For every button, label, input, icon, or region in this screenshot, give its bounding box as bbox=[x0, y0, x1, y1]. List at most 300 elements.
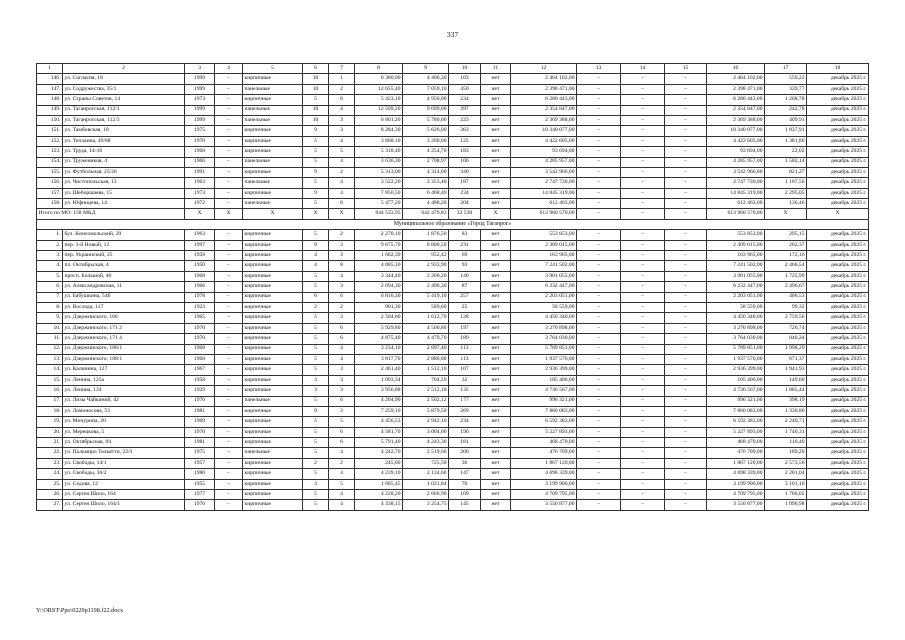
table-cell: кирпичные bbox=[243, 375, 303, 385]
table-cell: 468 470,00 bbox=[511, 438, 577, 448]
table-cell: 87 bbox=[449, 282, 481, 292]
table-cell: – bbox=[665, 323, 707, 333]
table-cell: – bbox=[621, 354, 665, 364]
table-cell: 204 bbox=[449, 199, 481, 209]
table-cell: ул. Страны Советов, 14 bbox=[63, 95, 185, 105]
table-cell: нет bbox=[481, 136, 511, 146]
table-cell: 406,53 bbox=[765, 292, 807, 302]
page-number: 337 bbox=[446, 30, 459, 39]
table-cell: 163 965,00 bbox=[511, 251, 577, 261]
table-cell: 5 bbox=[303, 354, 329, 364]
table-cell: – bbox=[621, 344, 665, 354]
column-number-cell: 6 bbox=[303, 64, 329, 74]
table-cell: ул. Содружества, 35/1 bbox=[63, 84, 185, 94]
table-cell: декабрь 2025 г. bbox=[807, 199, 869, 209]
table-cell: – bbox=[577, 344, 621, 354]
table-cell: – bbox=[621, 167, 665, 177]
table-cell: 2 694,30 bbox=[355, 282, 403, 292]
table-cell: 1 725,99 bbox=[765, 271, 807, 281]
table-cell: 3 542 966,00 bbox=[707, 167, 765, 177]
table-cell: 3 bbox=[329, 386, 355, 396]
table-cell: ул. Дзержинского, 186/1 bbox=[63, 344, 185, 354]
table-cell: нет bbox=[481, 147, 511, 157]
table-cell: 7 259,10 bbox=[355, 406, 403, 416]
table-cell: 27. bbox=[37, 500, 63, 510]
table-cell: кирпичные bbox=[243, 323, 303, 333]
table-cell: – bbox=[665, 406, 707, 416]
table-cell: 69 bbox=[449, 251, 481, 261]
table-cell: 6. bbox=[37, 282, 63, 292]
table-cell: 3 200,60 bbox=[403, 136, 449, 146]
table-cell: – bbox=[665, 458, 707, 468]
table-cell: 146 bbox=[449, 271, 481, 281]
table-cell: – bbox=[577, 282, 621, 292]
table-cell: ул. Дзержинского, 188/1 bbox=[63, 354, 185, 364]
table-cell: – bbox=[665, 479, 707, 489]
table-cell: – bbox=[621, 500, 665, 510]
table-cell: нет bbox=[481, 375, 511, 385]
table-cell: ул. Александровская, 11 bbox=[63, 282, 185, 292]
table-cell: – bbox=[665, 313, 707, 323]
table-cell: декабрь 2025 г. bbox=[807, 188, 869, 198]
table-cell: – bbox=[621, 427, 665, 437]
table-cell: 1 766,02 bbox=[765, 490, 807, 500]
table-cell: ул. Восхода, 117 bbox=[63, 302, 185, 312]
column-number-cell: 14 bbox=[621, 64, 665, 74]
table-cell: 2 936 399,00 bbox=[511, 365, 577, 375]
table-cell: 1966 bbox=[185, 282, 215, 292]
table-row bbox=[37, 427, 869, 437]
table-cell: 1 512,10 bbox=[403, 365, 449, 375]
table-cell: – bbox=[621, 479, 665, 489]
table-cell: ул. Шеборшаева, 15 bbox=[63, 188, 185, 198]
table-cell: 4 bbox=[329, 448, 355, 458]
table-cell: 5 bbox=[303, 448, 329, 458]
table-cell: 3 bbox=[329, 251, 355, 261]
table-cell: 150. bbox=[37, 115, 63, 125]
table-cell: ул. Согласия, 18 bbox=[63, 74, 185, 84]
table-cell: – bbox=[621, 115, 665, 125]
table-cell: 156. bbox=[37, 178, 63, 188]
table-cell: 3 270 898,00 bbox=[511, 323, 577, 333]
table-cell: ул. Октябрьская, 84 bbox=[63, 438, 185, 448]
table-cell: 6 380,00 bbox=[355, 74, 403, 84]
table-cell: ул. Лизы Чайкиной, 42 bbox=[63, 396, 185, 406]
table-cell: 70 bbox=[449, 479, 481, 489]
table-cell: 15. bbox=[37, 375, 63, 385]
table-cell: панельные bbox=[243, 105, 303, 115]
table-cell: 5 bbox=[303, 323, 329, 333]
table-cell: декабрь 2025 г. bbox=[807, 282, 869, 292]
table-cell: 2 666,90 bbox=[403, 490, 449, 500]
table-cell: 612 463,00 bbox=[511, 199, 577, 209]
table-cell: – bbox=[621, 84, 665, 94]
table-cell: кирпичные bbox=[243, 292, 303, 302]
table-cell: 6 bbox=[303, 292, 329, 302]
table-cell: 6 bbox=[329, 427, 355, 437]
table-cell: нет bbox=[481, 479, 511, 489]
table-cell: нет bbox=[481, 178, 511, 188]
table-cell: 32 530 bbox=[449, 209, 481, 219]
table-cell: ул. Чистопольская, 13 bbox=[63, 178, 185, 188]
table-cell: 4 406,30 bbox=[403, 74, 449, 84]
table-row bbox=[37, 115, 869, 125]
table-cell: 6 bbox=[329, 199, 355, 209]
table-cell: 2 464 102,00 bbox=[707, 74, 765, 84]
table-cell: – bbox=[621, 323, 665, 333]
table-cell: – bbox=[665, 427, 707, 437]
table-cell: – bbox=[577, 479, 621, 489]
table-cell: 231 bbox=[449, 240, 481, 250]
table-cell: 1966 bbox=[185, 157, 215, 167]
column-number-cell: 10 bbox=[449, 64, 481, 74]
table-cell: 1999 bbox=[185, 105, 215, 115]
table-cell: 996 321,00 bbox=[707, 396, 765, 406]
table-cell: 135 bbox=[449, 386, 481, 396]
table-cell: 613 960 570,00 bbox=[511, 209, 577, 219]
table-cell: 339,77 bbox=[765, 84, 807, 94]
table-cell: ул. Свободы, 14/1 bbox=[63, 458, 185, 468]
section-title: Муниципальное образование «Город Таганрог» bbox=[37, 219, 869, 229]
table-cell: 83 bbox=[449, 230, 481, 240]
table-row bbox=[37, 261, 869, 271]
table-cell: декабрь 2025 г. bbox=[807, 323, 869, 333]
table-cell: – bbox=[621, 199, 665, 209]
table-cell: – bbox=[665, 147, 707, 157]
table-cell: 6 bbox=[329, 334, 355, 344]
table-cell: декабрь 2025 г. bbox=[807, 344, 869, 354]
table-cell: 1999 bbox=[185, 74, 215, 84]
table-cell: 2 bbox=[329, 84, 355, 94]
table-row bbox=[37, 375, 869, 385]
table-cell: 340 bbox=[449, 167, 481, 177]
column-number-cell: 9 bbox=[403, 64, 449, 74]
table-cell: 3 542 966,00 bbox=[511, 167, 577, 177]
table-cell: – bbox=[665, 302, 707, 312]
table-cell: – bbox=[621, 292, 665, 302]
table-cell: 3 550 877,00 bbox=[511, 500, 577, 510]
table-cell: – bbox=[621, 334, 665, 344]
table-cell: – bbox=[577, 313, 621, 323]
table-cell: 3 199 906,00 bbox=[707, 479, 765, 489]
table-cell: 2 bbox=[329, 167, 355, 177]
table-cell: 23. bbox=[37, 458, 63, 468]
table-cell: – bbox=[577, 438, 621, 448]
table-cell: 9 bbox=[303, 126, 329, 136]
table-cell: 3 344,40 bbox=[355, 271, 403, 281]
column-number-cell: 3 bbox=[185, 64, 215, 74]
table-cell: 612 463,00 bbox=[707, 199, 765, 209]
table-cell: 242,78 bbox=[765, 105, 807, 115]
table-cell: 726,74 bbox=[765, 323, 807, 333]
table-row bbox=[37, 136, 869, 146]
table-cell: кирпичные bbox=[243, 500, 303, 510]
table-cell: бул. Комсомольский, 29 bbox=[63, 230, 185, 240]
table-cell: – bbox=[215, 438, 243, 448]
table-cell: – bbox=[665, 271, 707, 281]
table-cell: – bbox=[577, 178, 621, 188]
table-cell: – bbox=[665, 240, 707, 250]
column-number-cell: 8 bbox=[355, 64, 403, 74]
table-cell: 1963 bbox=[185, 230, 215, 240]
table-cell: декабрь 2025 г. bbox=[807, 448, 869, 458]
table-cell: декабрь 2025 г. bbox=[807, 417, 869, 427]
table-cell: 3 550 877,00 bbox=[707, 500, 765, 510]
table-cell: 11. bbox=[37, 334, 63, 344]
table-cell: – bbox=[621, 406, 665, 416]
table-cell: – bbox=[665, 292, 707, 302]
table-cell: 93 bbox=[449, 261, 481, 271]
table-cell: X bbox=[807, 209, 869, 219]
table-cell: – bbox=[577, 188, 621, 198]
table-cell: кирпичные bbox=[243, 490, 303, 500]
table-cell: 5 227 893,00 bbox=[511, 427, 577, 437]
table-cell: 245,00 bbox=[355, 458, 403, 468]
table-cell: 5 791,40 bbox=[355, 438, 403, 448]
table-cell: нет bbox=[481, 74, 511, 84]
table-cell: 3 bbox=[329, 365, 355, 375]
table-cell: – bbox=[215, 406, 243, 416]
table-cell: – bbox=[665, 115, 707, 125]
table-row bbox=[37, 500, 869, 510]
table-cell: 4 243,30 bbox=[403, 438, 449, 448]
table-cell: 190 bbox=[449, 427, 481, 437]
table-cell: декабрь 2025 г. bbox=[807, 157, 869, 167]
table-cell: 4 338,15 bbox=[355, 500, 403, 510]
table-cell: нет bbox=[481, 167, 511, 177]
table-cell: – bbox=[621, 74, 665, 84]
table-cell: 1991 bbox=[185, 167, 215, 177]
table-cell: 14 845 319,00 bbox=[511, 188, 577, 198]
table-cell: 7 241 502,00 bbox=[707, 261, 765, 271]
table-cell: 1 381,80 bbox=[765, 136, 807, 146]
table-cell: 1 093,34 bbox=[355, 375, 403, 385]
table-cell: 257 bbox=[449, 292, 481, 302]
table-cell: – bbox=[621, 261, 665, 271]
table-cell: X bbox=[303, 209, 329, 219]
table-cell: 1968 bbox=[185, 271, 215, 281]
table-cell: – bbox=[577, 490, 621, 500]
table-cell: 9 699,60 bbox=[403, 105, 449, 115]
table-cell: 7 856,50 bbox=[355, 188, 403, 198]
column-number-cell: 13 bbox=[577, 64, 621, 74]
table-cell: 103 bbox=[449, 74, 481, 84]
table-cell: – bbox=[215, 147, 243, 157]
housing-repair-table bbox=[36, 63, 869, 511]
table-cell: 2 203 051,00 bbox=[707, 292, 765, 302]
table-cell: – bbox=[621, 469, 665, 479]
table-cell: 5 bbox=[303, 147, 329, 157]
table-cell: – bbox=[215, 375, 243, 385]
table-cell: 3 bbox=[329, 240, 355, 250]
table-cell: 26. bbox=[37, 490, 63, 500]
table-cell: 3 234,10 bbox=[355, 344, 403, 354]
table-cell: 10 bbox=[303, 74, 329, 84]
table-cell: панельные bbox=[243, 115, 303, 125]
table-cell: 1973 bbox=[185, 188, 215, 198]
table-row bbox=[37, 334, 869, 344]
table-cell: 6 232 447,00 bbox=[511, 282, 577, 292]
table-cell: 1968 bbox=[185, 354, 215, 364]
table-cell: – bbox=[215, 282, 243, 292]
table-cell: 5 477,20 bbox=[355, 199, 403, 209]
table-row bbox=[37, 396, 869, 406]
table-cell: 1950 bbox=[185, 261, 215, 271]
table-cell: 4 456,53 bbox=[355, 417, 403, 427]
table-cell: декабрь 2025 г. bbox=[807, 458, 869, 468]
table-row bbox=[37, 313, 869, 323]
table-cell: 10 bbox=[303, 115, 329, 125]
column-number-cell: 2 bbox=[63, 64, 185, 74]
table-row bbox=[37, 105, 869, 115]
table-cell: – bbox=[215, 261, 243, 271]
table-cell: 3 199 906,00 bbox=[511, 479, 577, 489]
table-cell: – bbox=[621, 147, 665, 157]
column-number-cell: 16 bbox=[707, 64, 765, 74]
table-cell: декабрь 2025 г. bbox=[807, 261, 869, 271]
table-cell: – bbox=[621, 490, 665, 500]
table-cell: 3 bbox=[329, 126, 355, 136]
table-cell: декабрь 2025 г. bbox=[807, 365, 869, 375]
table-cell: – bbox=[577, 448, 621, 458]
table-cell: 157. bbox=[37, 188, 63, 198]
table-cell: 409,93 bbox=[765, 115, 807, 125]
table-row bbox=[37, 282, 869, 292]
table-cell: 21. bbox=[37, 438, 63, 448]
table-cell: 4 085,10 bbox=[355, 261, 403, 271]
table-cell: – bbox=[577, 230, 621, 240]
column-number-cell: 1 bbox=[37, 64, 63, 74]
table-cell: 4 875,40 bbox=[355, 334, 403, 344]
table-cell: 1 885,44 bbox=[765, 386, 807, 396]
table-row bbox=[37, 84, 869, 94]
table-cell: – bbox=[665, 469, 707, 479]
table-cell: 363 bbox=[449, 126, 481, 136]
table-cell: 106 bbox=[449, 157, 481, 167]
table-cell: панельные bbox=[243, 448, 303, 458]
table-cell: 4 450 340,00 bbox=[511, 313, 577, 323]
table-cell: – bbox=[621, 438, 665, 448]
table-cell: 2 bbox=[329, 230, 355, 240]
table-cell: кирпичные bbox=[243, 230, 303, 240]
table-cell: – bbox=[577, 126, 621, 136]
table-cell: 147 bbox=[449, 469, 481, 479]
table-cell: 234 bbox=[449, 95, 481, 105]
table-cell: – bbox=[621, 386, 665, 396]
table-cell: 163 965,00 bbox=[707, 251, 765, 261]
table-cell: 147. bbox=[37, 84, 63, 94]
table-cell: – bbox=[215, 136, 243, 146]
table-cell: 6 232 447,00 bbox=[707, 282, 765, 292]
table-cell: 3 254,75 bbox=[403, 500, 449, 510]
table-cell: – bbox=[215, 84, 243, 94]
table-cell: 476 709,00 bbox=[707, 448, 765, 458]
table-cell: 16. bbox=[37, 386, 63, 396]
table-cell: 9 bbox=[303, 240, 329, 250]
table-cell: – bbox=[577, 458, 621, 468]
table-cell: 6 468,40 bbox=[403, 188, 449, 198]
table-cell: X bbox=[243, 209, 303, 219]
table-cell: 148. bbox=[37, 95, 63, 105]
table-cell: 1 876,50 bbox=[403, 230, 449, 240]
table-cell: – bbox=[577, 271, 621, 281]
table-cell: ул. Свободы, 36/2 bbox=[63, 469, 185, 479]
table-cell: 58 559,00 bbox=[511, 302, 577, 312]
table-cell: – bbox=[621, 178, 665, 188]
table-cell: 4 450 340,00 bbox=[707, 313, 765, 323]
table-cell: 9. bbox=[37, 313, 63, 323]
table-cell: – bbox=[665, 344, 707, 354]
table-cell: – bbox=[577, 469, 621, 479]
table-cell: кирпичные bbox=[243, 282, 303, 292]
table-cell: 1958 bbox=[185, 251, 215, 261]
table-cell: 613 960 570,00 bbox=[707, 209, 765, 219]
table-cell: нет bbox=[481, 490, 511, 500]
table-cell: 2 354 847,00 bbox=[707, 105, 765, 115]
table-cell: декабрь 2025 г. bbox=[807, 396, 869, 406]
table-cell: – bbox=[577, 396, 621, 406]
table-cell: 8. bbox=[37, 302, 63, 312]
table-cell: декабрь 2025 г. bbox=[807, 74, 869, 84]
table-cell: 2 897,40 bbox=[403, 344, 449, 354]
table-cell: 110,40 bbox=[765, 438, 807, 448]
table-cell: 22. bbox=[37, 448, 63, 458]
table-cell: – bbox=[215, 313, 243, 323]
table-cell: 9 bbox=[303, 406, 329, 416]
table-cell: 3 764 030,00 bbox=[511, 334, 577, 344]
table-cell: 589,60 bbox=[403, 302, 449, 312]
table-cell: 2 bbox=[303, 302, 329, 312]
table-cell: ул. Калинина, 127 bbox=[63, 365, 185, 375]
table-cell: 1968 bbox=[185, 147, 215, 157]
table-cell: 2 309 015,00 bbox=[707, 240, 765, 250]
table-cell: 146. bbox=[37, 74, 63, 84]
table-cell: 3 868,10 bbox=[355, 136, 403, 146]
table-cell: 476 709,00 bbox=[511, 448, 577, 458]
table-cell: 4 bbox=[329, 469, 355, 479]
table-cell: – bbox=[577, 375, 621, 385]
table-cell: – bbox=[215, 199, 243, 209]
table-cell: – bbox=[665, 209, 707, 219]
table-cell: 1970 bbox=[185, 136, 215, 146]
table-cell: 6 bbox=[329, 323, 355, 333]
table-cell: ул. Сергея Шило, 164/1 bbox=[63, 500, 185, 510]
table-cell: 1923 bbox=[185, 302, 215, 312]
table-cell: 2 bbox=[303, 458, 329, 468]
table-cell: панельные bbox=[243, 199, 303, 209]
table-cell: 5 bbox=[303, 230, 329, 240]
table-cell: 4 204,90 bbox=[355, 396, 403, 406]
table-cell: – bbox=[665, 282, 707, 292]
table-cell: – bbox=[577, 427, 621, 437]
table-cell: 17. bbox=[37, 396, 63, 406]
table-cell: 187 bbox=[449, 178, 481, 188]
table-cell: 3 bbox=[329, 115, 355, 125]
table-cell: кирпичные bbox=[243, 438, 303, 448]
table-cell: 1972 bbox=[185, 199, 215, 209]
table-cell: 155. bbox=[37, 167, 63, 177]
table-cell: нет bbox=[481, 406, 511, 416]
table-cell: нет bbox=[481, 126, 511, 136]
table-cell: – bbox=[215, 479, 243, 489]
table-cell: 2 519,60 bbox=[403, 448, 449, 458]
table-cell: – bbox=[215, 230, 243, 240]
table-cell: 2 398 471,00 bbox=[707, 84, 765, 94]
table-cell: 3 bbox=[329, 282, 355, 292]
table-cell: 7 860 083,00 bbox=[707, 406, 765, 416]
table-cell: 1963 bbox=[185, 178, 215, 188]
table-cell: ул. Теплаина, 49/68 bbox=[63, 136, 185, 146]
